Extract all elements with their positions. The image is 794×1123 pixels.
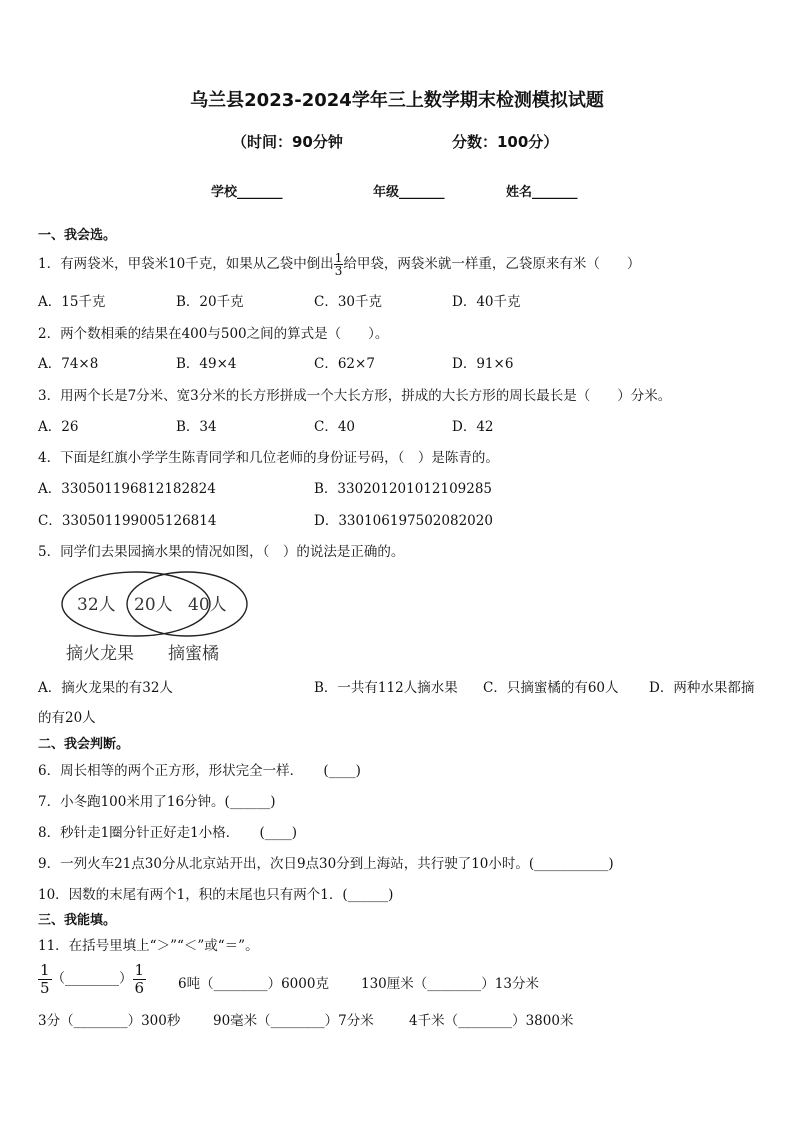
question-1 bbox=[38, 252, 640, 277]
venn-right-count: 40人 bbox=[188, 595, 227, 615]
q5-option-d: D．两种水果都摘 bbox=[649, 680, 755, 696]
q1-option-b: B．20千克 bbox=[176, 294, 244, 310]
q4-option-c: C．330501199005126814 bbox=[38, 513, 217, 529]
question-7: 7．小冬跑100米用了16分钟。(______) bbox=[38, 794, 276, 810]
q2-option-c: C．62×7 bbox=[314, 356, 375, 372]
q5-option-d-continued: 的有20人 bbox=[38, 710, 96, 726]
question-11: 11．在括号里填上“＞”“＜”或“＝”。 bbox=[38, 938, 259, 954]
q5-option-c: C．只摘蜜橘的有60人 bbox=[483, 680, 619, 696]
venn-diagram bbox=[48, 568, 258, 668]
q3-option-b: B．34 bbox=[176, 419, 217, 435]
q5-option-b: B．一共有112人摘水果 bbox=[314, 680, 458, 696]
q4-option-d: D．330106197502082020 bbox=[314, 513, 493, 529]
section-heading-fill: 三、我能填。 bbox=[38, 913, 117, 928]
q5-option-a: A．摘火龙果的有32人 bbox=[38, 680, 173, 696]
section-heading-choice: 一、我会选。 bbox=[38, 228, 117, 243]
section-heading-judge: 二、我会判断。 bbox=[38, 737, 130, 752]
exam-time: （时间：90分钟 bbox=[232, 133, 343, 151]
q3-option-a: A．26 bbox=[38, 419, 79, 435]
question-6: 6．周长相等的两个正方形，形状完全一样． (____) bbox=[38, 763, 361, 779]
q11-item-length: 130厘米（________）13分米 bbox=[361, 976, 539, 992]
q11-fraction-compare bbox=[38, 962, 146, 996]
question-1-text-post: 给甲袋，两袋米就一样重，乙袋原来有米（ ） bbox=[343, 256, 641, 272]
q11-item-time: 3分（________）300秒 bbox=[38, 1013, 181, 1029]
fraction-one-fifth: $\frac{1}{5}$ bbox=[40, 961, 50, 997]
question-8: 8．秒针走1圈分针正好走1小格． (____) bbox=[38, 825, 298, 841]
q11-item-km: 4千米（________）3800米 bbox=[409, 1013, 574, 1029]
q3-option-c: C．40 bbox=[314, 419, 356, 435]
page-title: 乌兰县2023-2024学年三上数学期末检测模拟试题 bbox=[190, 90, 604, 111]
q2-option-b: B．49×4 bbox=[176, 356, 237, 372]
q11-item-mm: 90毫米（________）7分米 bbox=[213, 1013, 374, 1029]
question-5: 5．同学们去果园摘水果的情况如图，（ ）的说法是正确的。 bbox=[38, 544, 405, 560]
grade-field: 年级_______ bbox=[373, 185, 445, 200]
venn-right-label: 摘蜜橘 bbox=[168, 644, 219, 664]
question-4: 4．下面是红旗小学学生陈青同学和几位老师的身份证号码，（ ）是陈青的。 bbox=[38, 450, 499, 466]
q1-option-a: A．15千克 bbox=[38, 294, 106, 310]
venn-left-count: 32人 bbox=[77, 595, 116, 615]
question-2: 2．两个数相乘的结果在400与500之间的算式是（ ）。 bbox=[38, 326, 389, 342]
q4-option-b: B．330201201012109285 bbox=[314, 481, 493, 497]
exam-score: 分数：100分） bbox=[452, 133, 559, 151]
question-10: 10．因数的末尾有两个1，积的末尾也只有两个1．(______) bbox=[38, 887, 394, 903]
fraction-one-third: $\frac{1}{3}$ bbox=[334, 251, 343, 278]
q3-option-d: D．42 bbox=[452, 419, 494, 435]
q2-option-a: A．74×8 bbox=[38, 356, 99, 372]
question-1-text-pre: 1．有两袋米，甲袋米10千克，如果从乙袋中倒出 bbox=[38, 256, 334, 272]
q2-option-d: D．91×6 bbox=[452, 356, 514, 372]
q1-option-d: D．40千克 bbox=[452, 294, 521, 310]
fraction-one-sixth: $\frac{1}{6}$ bbox=[134, 961, 145, 997]
q11-item-weight: 6吨（________）6000克 bbox=[178, 976, 329, 992]
school-field: 学校_______ bbox=[211, 185, 283, 200]
venn-left-label: 摘火龙果 bbox=[66, 644, 134, 664]
question-3: 3．用两个长是7分米、宽3分米的长方形拼成一个大长方形，拼成的大长方形的周长最长是（ ）分米。 bbox=[38, 388, 672, 404]
q11-blank-1[interactable]: （________） bbox=[51, 970, 133, 987]
venn-overlap-count: 20人 bbox=[134, 595, 173, 615]
q1-option-c: C．30千克 bbox=[314, 294, 383, 310]
name-field: 姓名_______ bbox=[506, 185, 578, 200]
question-9: 9．一列火车21点30分从北京站开出，次日9点30分到上海站，共行驶了10小时。(___________) bbox=[38, 856, 614, 872]
q4-option-a: A．330501196812182824 bbox=[38, 481, 216, 497]
